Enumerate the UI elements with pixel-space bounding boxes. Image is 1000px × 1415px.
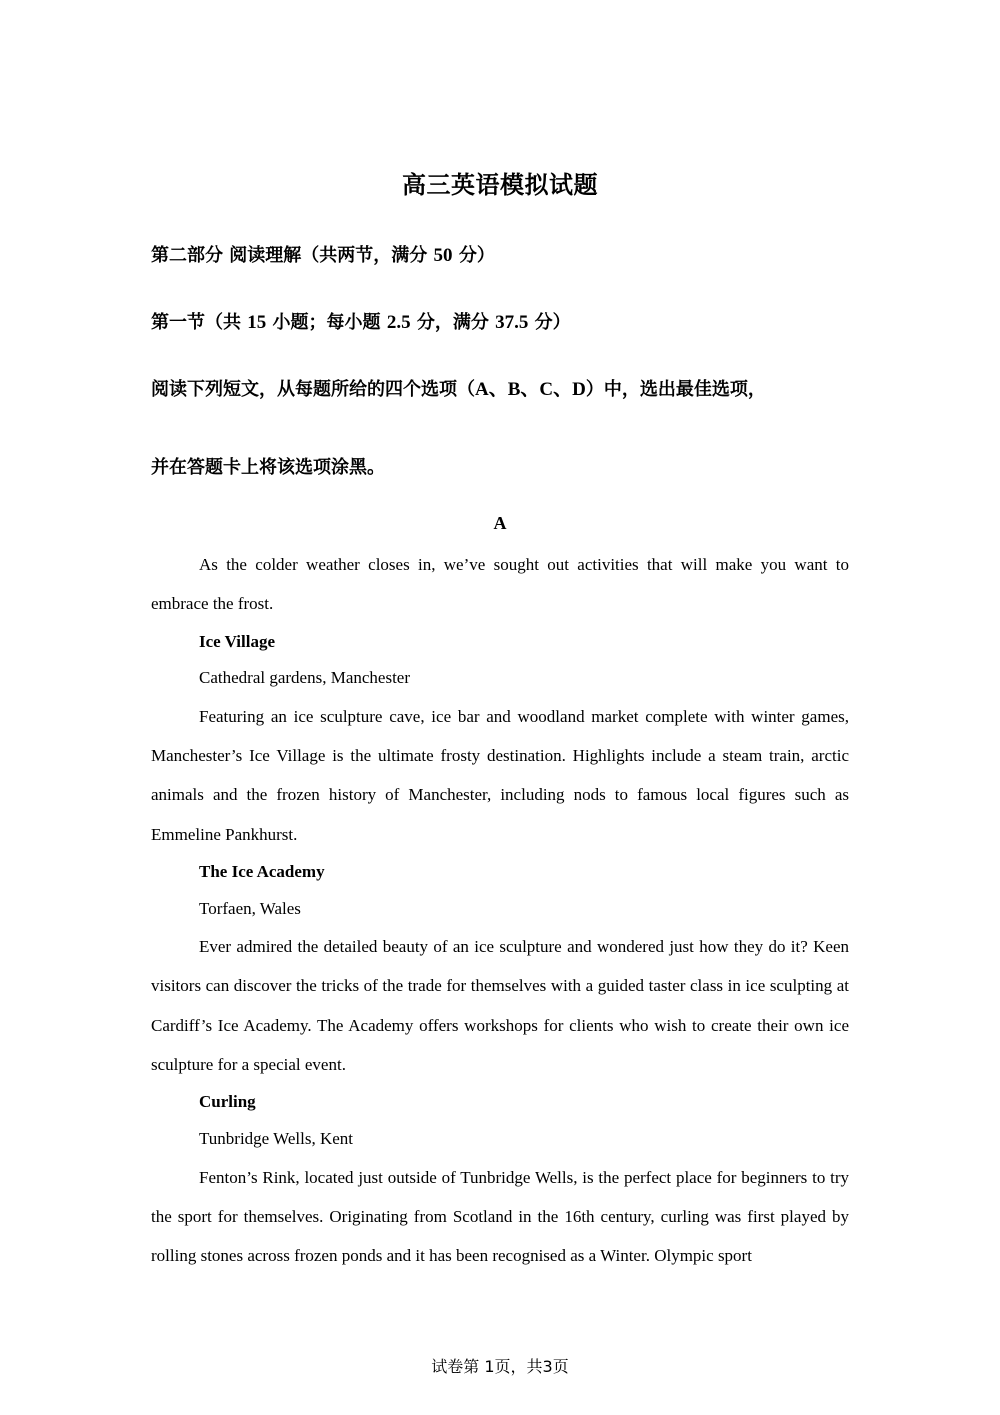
passage-body — [151, 545, 849, 1275]
passage-label: A — [493, 513, 507, 533]
item-description: Ever admired the detailed beauty of an ice sculpture and wondered just how they do it? Keen visitors can discover the tricks of the trade for themselves with a guided taster class in ice sculpting at Cardiff’s Ice Academy. The Academy offers workshops for clients who wish to create their own ice sculpture for a special event. — [151, 937, 849, 1075]
item-description: Fenton’s Rink, located just outside of Tunbridge Wells, is the perfect place for beginners to try the sport for themselves. Originating from Scotland in the 16th century, curling was first played by rolling stones across frozen ponds and it has been recognised as a Winter. Olympic sport — [151, 1167, 849, 1266]
item-name: The Ice Academy — [199, 861, 325, 881]
item-name: Curling — [199, 1092, 256, 1112]
item-location: Tunbridge Wells, Kent — [199, 1128, 353, 1148]
item-name: Ice Village — [199, 631, 276, 651]
part-heading: 第二部分 阅读理解（共两节，满分 50 分） — [151, 245, 495, 266]
item-location: Torfaen, Wales — [199, 898, 301, 918]
instruction-line-2: 并在答题卡上将该选项涂黑。 — [151, 457, 385, 478]
page-footer: 试卷第 1页，共3页 — [431, 1357, 569, 1376]
page-title: 高三英语模拟试题 — [402, 171, 598, 199]
section-heading: 第一节（共 15 小题；每小题 2.5 分，满分 37.5 分） — [151, 312, 571, 333]
passage-intro: As the colder weather closes in, we’ve sought out activities that will make you want to embrace the frost. — [151, 555, 849, 614]
item-location: Cathedral gardens, Manchester — [199, 668, 410, 688]
item-description: Featuring an ice sculpture cave, ice bar and woodland market complete with winter games, Manchester’s Ice Village is the ultimate frosty destination. Highlights include a steam train, arctic animals and the frozen history of Manchester, including nods to famous local figures such as Emmeline Pankhurst. — [151, 706, 849, 844]
instruction-line-1: 阅读下列短文，从每题所给的四个选项（A、B、C、D）中，选出最佳选项， — [151, 379, 766, 400]
